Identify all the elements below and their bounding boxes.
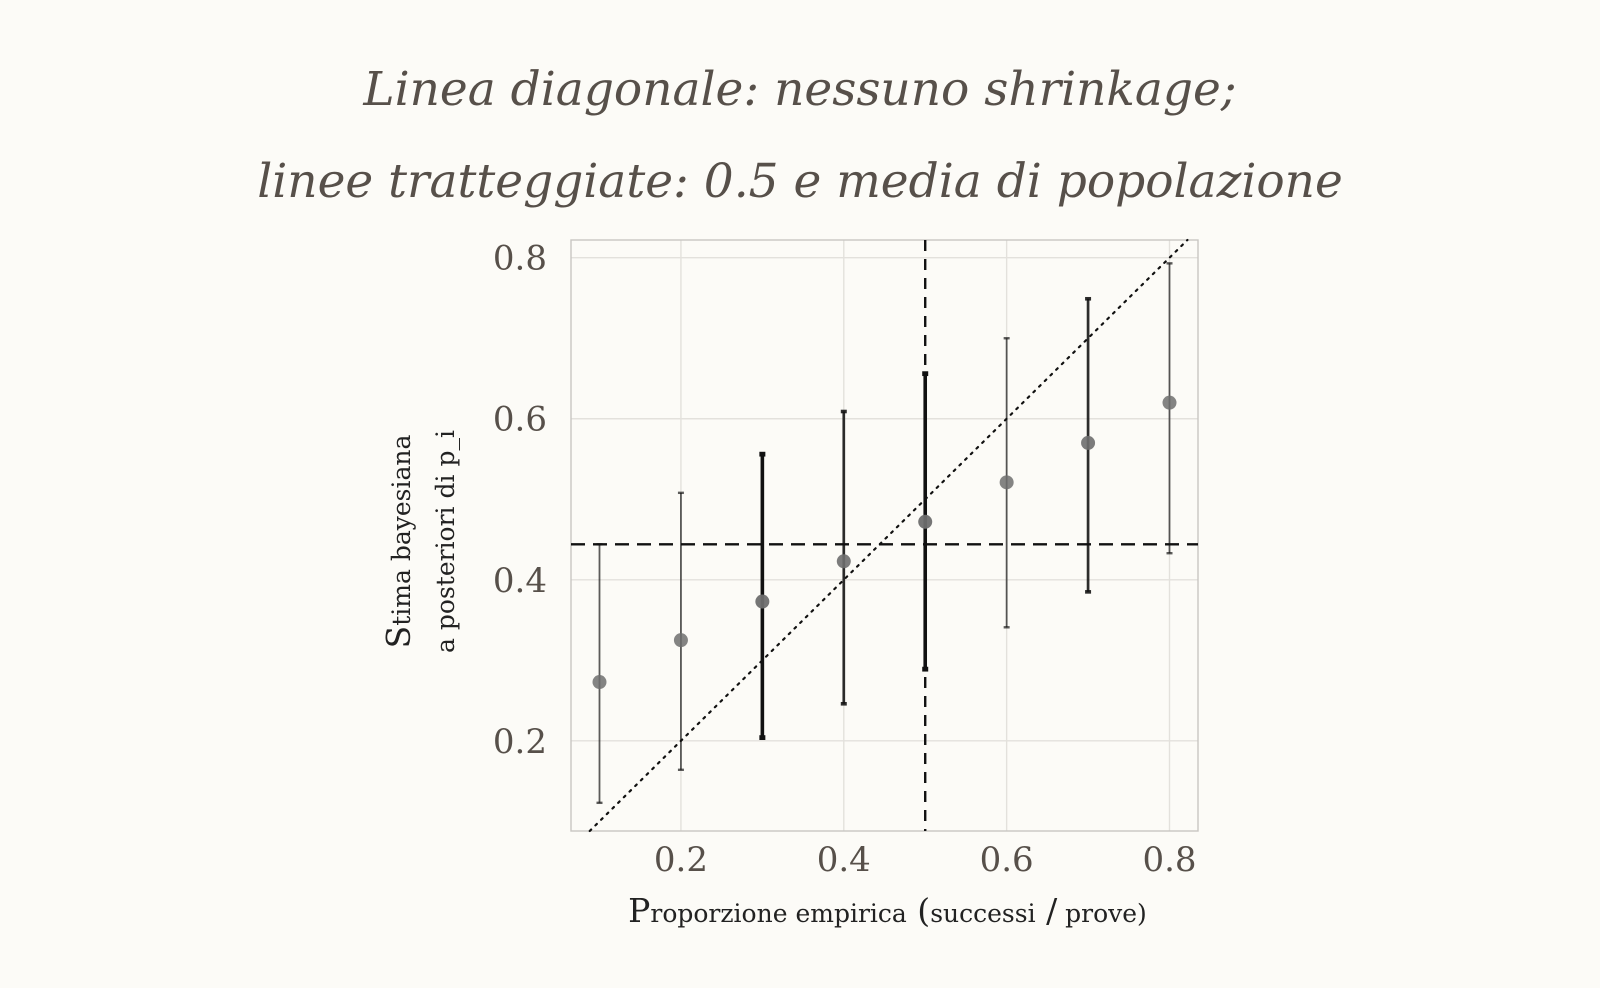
panel-border (571, 240, 1198, 831)
y-axis-label-line: a posteriori di p_i (431, 430, 460, 653)
y-tick-label: 0.2 (492, 721, 547, 762)
data-point (593, 675, 607, 689)
x-axis-label: Proporzione empirica (successi / prove) (628, 891, 1147, 930)
y-tick-labels (493, 239, 547, 762)
y-tick-label: 0.4 (492, 560, 547, 601)
data-point (755, 595, 769, 609)
data-point (837, 554, 851, 568)
y-tick-label: 0.6 (492, 399, 547, 440)
data-point (1081, 436, 1095, 450)
reference-lines (571, 240, 1198, 831)
x-tick-label: 0.2 (653, 840, 708, 880)
diagonal-reference-line (590, 240, 1188, 831)
data-point (674, 633, 688, 647)
grid-lines (571, 240, 1198, 831)
data-point (1000, 475, 1014, 489)
chart-title-line-2: linee tratteggiate: 0.5 e media di popolazione (257, 154, 1343, 209)
data-point (918, 515, 932, 529)
error-bars (597, 263, 1173, 802)
x-tick-label: 0.4 (816, 840, 871, 880)
x-tick-label: 0.8 (1142, 840, 1197, 880)
x-tick-labels (654, 840, 1197, 880)
x-tick-label: 0.6 (979, 840, 1034, 880)
data-point (1163, 396, 1177, 410)
y-axis-label (379, 430, 460, 653)
chart-title-line-1: Linea diagonale: nessuno shrinkage; (363, 62, 1237, 117)
y-axis-label-line: Stima bayesiana (379, 434, 418, 649)
y-tick-label: 0.8 (492, 238, 547, 279)
